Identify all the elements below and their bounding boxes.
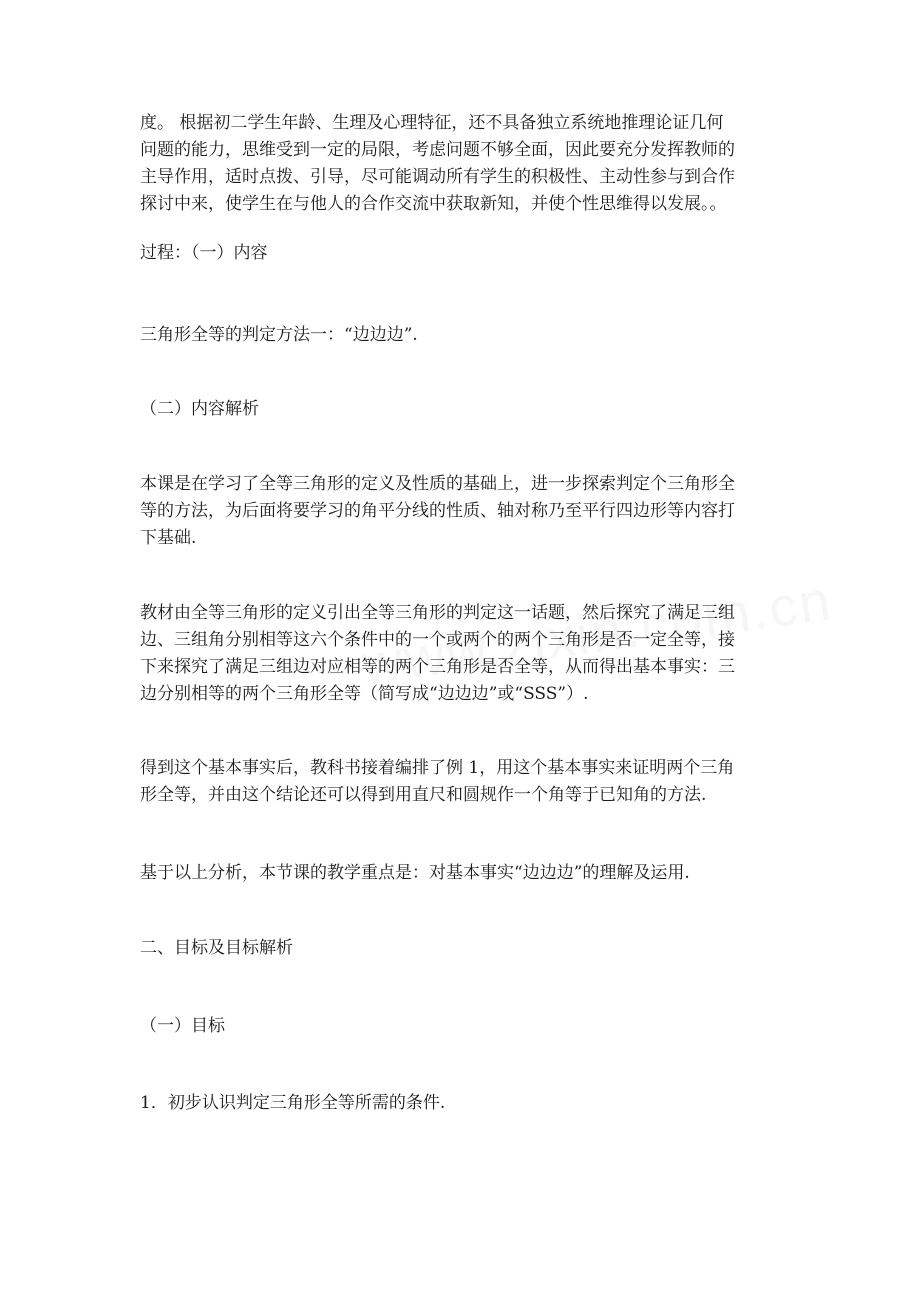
text-line: 下来探究了满足三组边对应相等的两个三角形是否全等，从而得出基本事实：三 — [140, 657, 735, 677]
text-line: 度。 根据初二学生年龄、生理及心理特征，还不具备独立系统地推理论证几何 — [140, 113, 724, 133]
paragraph-key-point — [140, 860, 690, 887]
text-line: 1．初步认识判定三角形全等所需的条件. — [140, 1093, 446, 1113]
text-line: 形全等，并由这个结论还可以得到用直尺和圆规作一个角等于已知角的方法. — [140, 785, 707, 805]
text-line: 二、目标及目标解析 — [140, 938, 293, 958]
paragraph-content-analysis-heading — [140, 396, 259, 423]
paragraph-textbook-analysis — [140, 600, 735, 708]
section-heading-goals — [140, 935, 293, 962]
paragraph-intro — [140, 110, 735, 218]
paragraph-example — [140, 755, 734, 809]
paragraph-method-one — [140, 322, 418, 349]
list-item-goal-1 — [140, 1090, 445, 1117]
text-line: 得到这个基本事实后，教科书接着编排了例 1，用这个基本事实来证明两个三角 — [140, 758, 735, 778]
text-line: 下基础. — [140, 528, 197, 548]
text-line: 本课是在学习了全等三角形的定义及性质的基础上，进一步探索判定个三角形全 — [140, 474, 735, 494]
text-line: （二）内容解析 — [140, 399, 259, 419]
text-line: 问题的能力，思维受到一定的局限，考虑问题不够全面，因此要充分发挥教师的 — [140, 140, 735, 160]
text-line: 教材由全等三角形的定义引出全等三角形的判定这一话题，然后探究了满足三组 — [140, 603, 735, 623]
text-line: 三角形全等的判定方法一：“边边边”. — [140, 325, 418, 345]
text-line: 等的方法，为后面将要学习的角平分线的性质、轴对称乃至平行四边形等内容打 — [140, 501, 735, 521]
text-line: 边分别相等的两个三角形全等（简写成“边边边”或“SSS”）. — [140, 684, 589, 704]
paragraph-lesson-basis — [140, 471, 735, 552]
text-line: （一）目标 — [140, 1016, 225, 1036]
text-line: 边、三组角分别相等这六个条件中的一个或两个的两个三角形是否一定全等，接 — [140, 630, 735, 650]
text-line: 过程：（一）内容 — [140, 243, 268, 263]
text-line: 基于以上分析，本节课的教学重点是：对基本事实“边边边”的理解及运用. — [140, 863, 690, 883]
text-line: 探讨中来，使学生在与他人的合作交流中获取新知，并使个性思维得以发展。。 — [140, 194, 727, 214]
text-line: 主导作用，适时点拨、引导，尽可能调动所有学生的积极性、主动性参与到合作 — [140, 167, 735, 187]
paragraph-process-heading — [140, 240, 268, 267]
subsection-heading-goal — [140, 1013, 225, 1040]
